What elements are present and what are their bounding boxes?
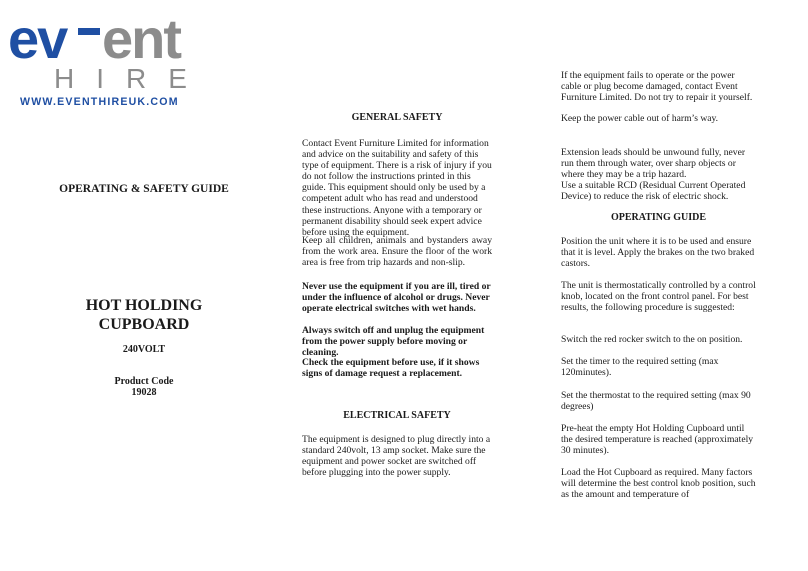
warning-paragraph-3: Check the equipment before use, if it shows signs of damage request a replacement. <box>302 357 480 380</box>
repair-paragraph: If the equipment fails to operate or the power cable or plug become damaged, contact Event Furniture Limited. Do not try to repair it yourself. <box>561 70 753 104</box>
electrical-safety-paragraph: The equipment is designed to plug directly into a standard 240volt, 13 amp socket. Make sure the equipment and power socket are switched off before plugging into the power supply. <box>302 434 491 479</box>
logo-brand-ent: ent <box>102 8 180 70</box>
position-paragraph: Position the unit where it is to be used and ensure that it is level. Apply the brakes on the two braked castors. <box>561 236 755 270</box>
product-title <box>14 296 274 334</box>
voltage-label: 240VOLT <box>122 344 166 355</box>
product-code-value: 19028 <box>131 387 157 398</box>
thermostat-setting-paragraph: Set the thermostat to the required setting (max 90 degrees) <box>561 390 751 413</box>
general-safety-paragraph-1: Contact Event Furniture Limited for information and advice on the suitability and safety of this type of equipment. There is a risk of injury if you do not follow the instructions printed in this guide. This equipment should only be used by a competent adult who has read and understood these instructions. Anyone with a temporary or permanent disability should seek expert advice before using the equipment. <box>302 138 492 238</box>
warning-paragraph-2: Always switch off and unplug the equipment from the power supply before moving or cleaning. <box>302 325 485 359</box>
warning-paragraph-1: Never use the equipment if you are ill, tired or under the influence of alcohol or drugs. Never operate electrical switches with wet hands. <box>302 281 491 315</box>
switch-paragraph: Switch the red rocker switch to the on position. <box>561 334 743 345</box>
extension-leads-paragraph: Extension leads should be unwound fully, never run them through water, over sharp objects or where they may be a trip hazard. <box>561 147 746 181</box>
operating-guide-heading: OPERATING GUIDE <box>610 212 707 223</box>
logo-hyphen <box>78 28 100 35</box>
logo-brand-ev: ev <box>8 8 67 70</box>
logo-brand-hire: HIRE <box>54 63 209 94</box>
electrical-safety-heading: ELECTRICAL SAFETY <box>343 410 451 421</box>
logo-url: WWW.EVENTHIREUK.COM <box>20 96 179 108</box>
product-code-label: Product Code <box>114 376 174 387</box>
guide-title: OPERATING & SAFETY GUIDE <box>59 183 229 195</box>
preheat-paragraph: Pre-heat the empty Hot Holding Cupboard until the desired temperature is reached (approximately 30 minutes). <box>561 423 754 457</box>
logo-graphic <box>6 8 216 94</box>
timer-paragraph: Set the timer to the required setting (max 120minutes). <box>561 356 719 379</box>
company-logo <box>6 8 216 108</box>
product-title-line1: HOT HOLDING <box>85 297 203 314</box>
product-title-line2: CUPBOARD <box>98 316 190 333</box>
load-paragraph: Load the Hot Cupboard as required. Many factors will determine the best control knob position, such as the amount and temperature of <box>561 467 756 501</box>
thermostat-control-paragraph: The unit is thermostatically controlled by a control knob, located on the front control panel. For best results, the following procedure is suggested: <box>561 280 756 314</box>
rcd-paragraph: Use a suitable RCD (Residual Current Operated Device) to reduce the risk of electric shock. <box>561 180 746 203</box>
general-safety-heading: GENERAL SAFETY <box>351 112 443 123</box>
cable-paragraph: Keep the power cable out of harm’s way. <box>561 113 719 124</box>
general-safety-paragraph-2: Keep all children, animals and bystanders away from the work area. Ensure the floor of the work area is free from trip hazards and non-slip. <box>302 235 492 269</box>
